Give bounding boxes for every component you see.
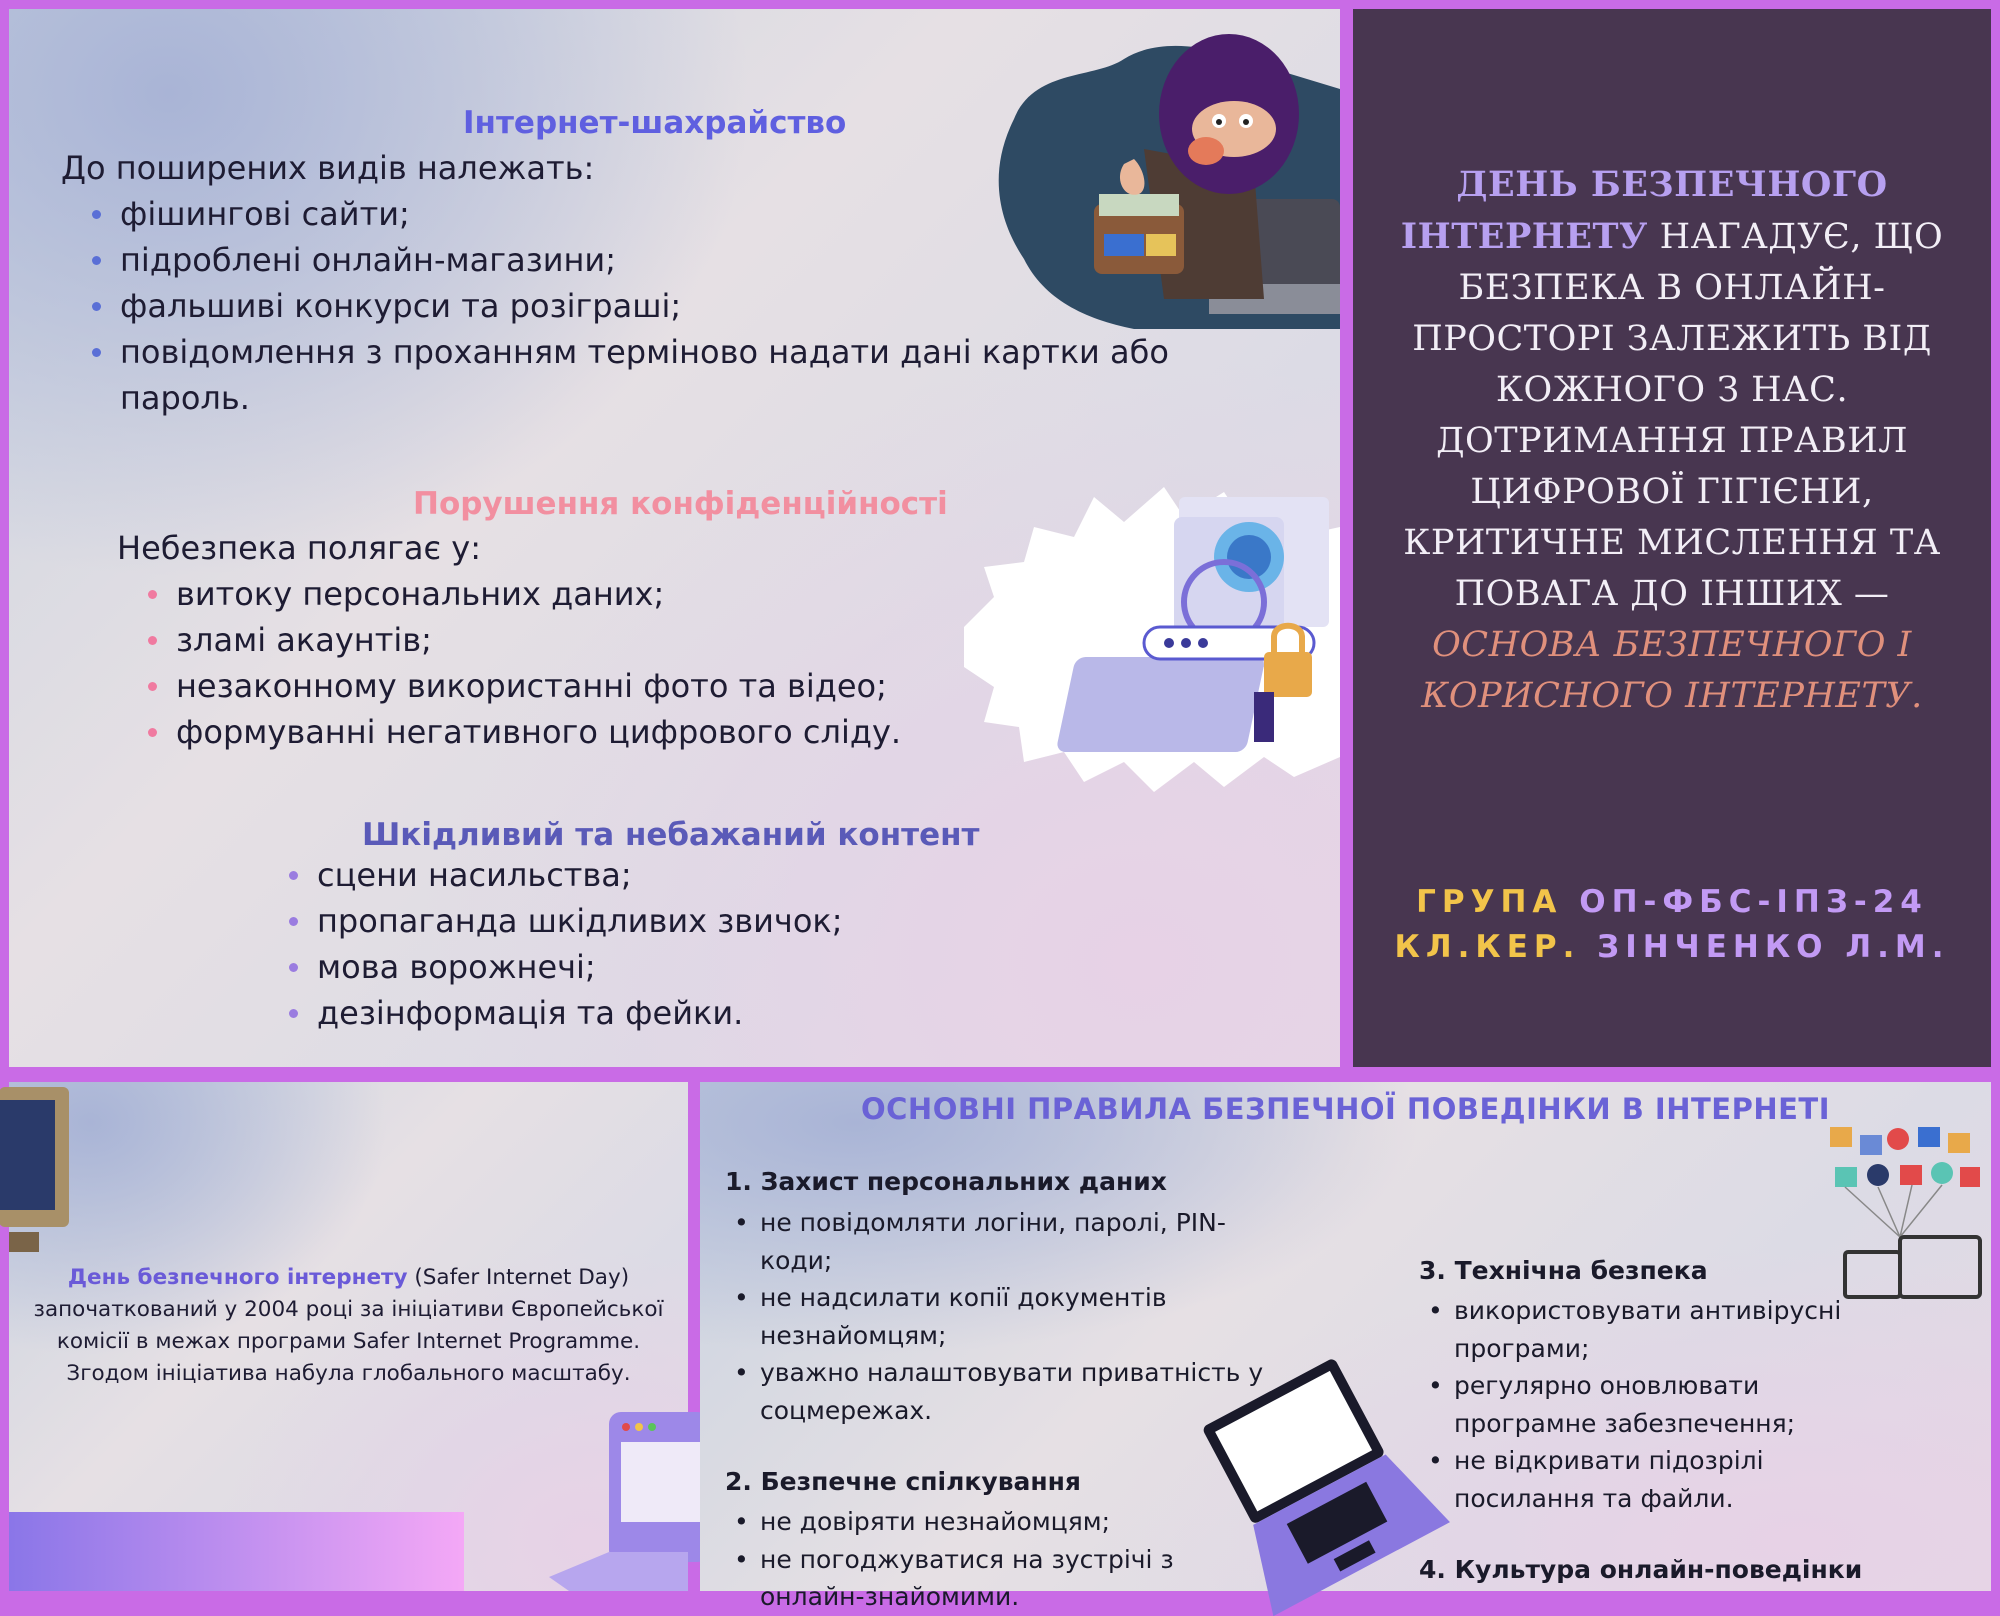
fraud-info-panel: [9, 9, 1340, 1067]
safer-internet-day-history-panel: [9, 1082, 688, 1591]
list-item: підроблені онлайн-магазини;: [92, 237, 1242, 283]
rule-heading-1: 1. Захист персональних даних: [725, 1167, 1167, 1196]
message-body: НАГАДУЄ, ЩО БЕЗПЕКА В ОНЛАЙН-ПРОСТОРІ ЗАЛЕЖИТЬ ВІД КОЖНОГО З НАС. ДОТРИМАННЯ ПРАВИЛ ЦИФРОВОЇ ГІГІЄНИ, КРИТИЧНЕ МИСЛЕННЯ ТА ПОВАГА ДО ІНШИХ —: [1403, 217, 1944, 614]
list-item: пропаганда шкідливих звичок;: [289, 898, 1289, 944]
rules-title: ОСНОВНІ ПРАВИЛА БЕЗПЕЧНОЇ ПОВЕДІНКИ В ІНТЕРНЕТІ: [861, 1092, 1830, 1126]
section-title-content: Шкідливий та небажаний контент: [362, 817, 980, 853]
social-network-icons-illustration: [1830, 1127, 1980, 1302]
list-item: • регулярно оновлювати програмне забезпечення;: [1424, 1367, 1854, 1442]
list-item: фішингові сайти;: [92, 191, 1242, 237]
teacher-line: [1353, 929, 1991, 965]
group-label: ГРУПА: [1416, 884, 1563, 920]
list-item: дезінформація та фейки.: [289, 990, 1289, 1036]
list-item: • не відкривати підозрілі посилання та файли.: [1424, 1442, 1854, 1517]
list-item: сцени насильства;: [289, 852, 1289, 898]
rule-heading-4: 4. Культура онлайн-поведінки: [1419, 1555, 1863, 1584]
history-text: [9, 1262, 688, 1390]
browser-laptop-illustration: [549, 1402, 688, 1591]
list-item: незаконному використанні фото та відео;: [148, 663, 1148, 709]
group-value: ОП-ФБС-ІПЗ-24: [1579, 884, 1928, 920]
list-item: • не надсилати копії документів незнайомцям;: [730, 1279, 1270, 1354]
rule-list-3: [1424, 1292, 1854, 1517]
teacher-value: ЗІНЧЕНКО Л.М.: [1597, 929, 1950, 965]
rule-heading-2: 2. Безпечне спілкування: [725, 1467, 1081, 1496]
list-item: • використовувати антивірусні програми;: [1424, 1292, 1854, 1367]
list-item: зламі акаунтів;: [148, 617, 1148, 663]
group-line: [1353, 884, 1991, 920]
rule-heading-3: 3. Технічна безпека: [1419, 1256, 1708, 1285]
gradient-bar: [9, 1512, 464, 1591]
teacher-label: КЛ.КЕР.: [1394, 929, 1581, 965]
content-list: [289, 852, 1289, 1036]
section-intro-privacy: Небезпека полягає у:: [117, 529, 481, 567]
history-body: (Safer Internet Day) започаткований у 2004 році за ініціативи Європейської комісії в межах програми Safer Internet Programme. Згодом ініціатива набула глобального масштабу.: [33, 1265, 664, 1386]
monitor-illustration: [9, 1082, 79, 1262]
list-item: • не повідомляти логіни, паролі, PIN-коди;: [730, 1204, 1270, 1279]
main-message: [1373, 159, 1971, 722]
section-intro-fraud: До поширених видів належать:: [61, 149, 595, 187]
message-conclusion: ОСНОВА БЕЗПЕЧНОГО І КОРИСНОГО ІНТЕРНЕТУ.: [1421, 625, 1923, 716]
rule-list-1: [730, 1204, 1270, 1429]
list-item: витоку персональних даних;: [148, 571, 1148, 617]
history-highlight: День безпечного інтернету: [67, 1265, 408, 1290]
section-title-fraud: Інтернет-шахрайство: [463, 105, 847, 141]
message-highlight: ДЕНЬ БЕЗПЕЧНОГО ІНТЕРНЕТУ: [1400, 164, 1888, 257]
safety-rules-panel: [700, 1082, 1991, 1611]
list-item: • не погоджуватися на зустрічі з онлайн-знайомими.: [730, 1541, 1250, 1616]
rule-list-2: [730, 1503, 1250, 1616]
list-item: повідомлення з проханням терміново надати дані картки або пароль.: [92, 329, 1210, 421]
list-item: фальшиві конкурси та розіграші;: [92, 283, 1242, 329]
list-item: формуванні негативного цифрового сліду.: [148, 709, 1148, 755]
privacy-list: [148, 571, 1148, 755]
list-item: мова ворожнечі;: [289, 944, 1289, 990]
list-item: • уважно налаштовувати приватність у соцмережах.: [730, 1354, 1270, 1429]
list-item: • не довіряти незнайомцям;: [730, 1503, 1250, 1541]
fraud-list: [92, 191, 1242, 421]
section-title-privacy: Порушення конфіденційності: [413, 486, 948, 522]
safer-internet-day-message-panel: [1353, 9, 1991, 1067]
